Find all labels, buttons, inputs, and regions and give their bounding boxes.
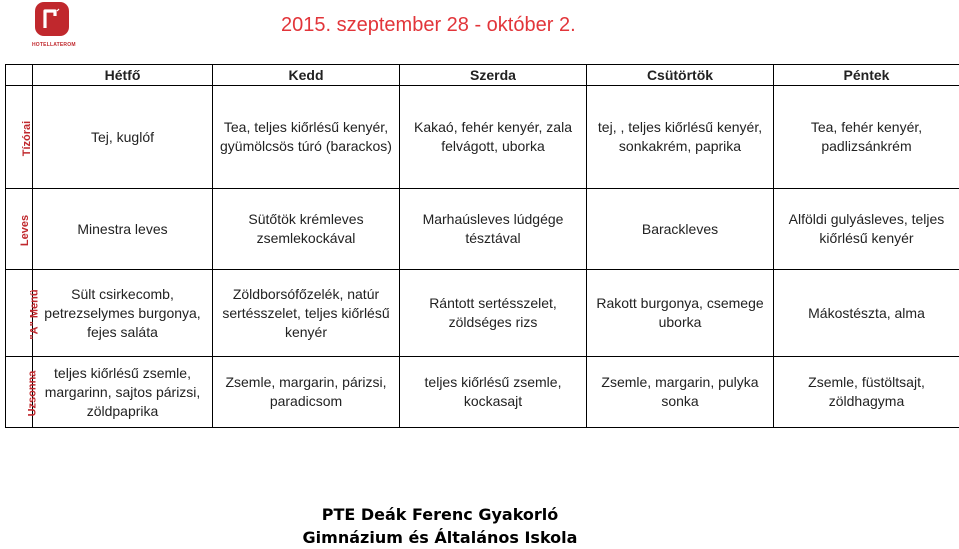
menu-cell: Marhaúsleves lúdgége tésztával [400,189,587,270]
day-header: Csütörtök [587,65,774,86]
menu-cell: teljes kiőrlésű zsemle, margarinn, sajtos párizsi, zöldpaprika [33,357,213,428]
day-header: Hétfő [33,65,213,86]
meal-label: Uzsonna [26,370,39,416]
meal-label-cell [6,189,33,270]
hotel-logo [32,2,76,50]
menu-cell: Zsemle, füstöltsajt, zöldhagyma [774,357,959,428]
weekly-menu-table [5,64,959,428]
menu-cell: Zsemle, margarin, pulyka sonka [587,357,774,428]
menu-cell: teljes kiőrlésű zsemle, kockasajt [400,357,587,428]
week-title: 2015. szeptember 28 - október 2. [281,14,576,36]
meal-label: Tízórai [21,120,34,156]
day-header: Szerda [400,65,587,86]
school-name-line2: Gimnázium és Általános Iskola [302,528,578,547]
table-row [6,357,959,428]
menu-cell: Sütőtök krémleves zsemlekockával [213,189,400,270]
menu-cell: Zsemle, margarin, párizsi, paradicsom [213,357,400,428]
menu-cell: Sült csirkecomb, petrezselymes burgonya, fejes saláta [33,270,213,357]
menu-cell: tej, , teljes kiőrlésű kenyér, sonkakrém, paprika [587,86,774,189]
table-row [6,189,959,270]
menu-cell: Tej, kuglóf [33,86,213,189]
table-row [6,270,959,357]
menu-cell: Tea, teljes kiőrlésű kenyér, gyümölcsös túró (barackos) [213,86,400,189]
day-header-row [6,65,959,86]
logo-wordmark: HOTELLATEROM [32,42,76,48]
meal-label-cell [6,357,39,428]
meal-label-cell [6,270,41,357]
day-header: Kedd [213,65,400,86]
header-corner [6,65,33,86]
meal-label-cell [6,86,33,189]
menu-cell: Rakott burgonya, csemege uborka [587,270,774,357]
menu-cell: Rántott sertésszelet, zöldséges rizs [400,270,587,357]
logo-mark-icon [42,8,62,30]
meal-label: Leves [19,214,32,246]
day-header: Péntek [774,65,959,86]
menu-cell: Zöldborsófőzelék, natúr sertésszelet, teljes kiőrlésű kenyér [213,270,400,357]
menu-cell: Mákostészta, alma [774,270,959,357]
menu-cell: Barackleves [587,189,774,270]
table-row [6,86,959,189]
meal-label: "A" Menü [28,288,41,340]
menu-cell: Tea, fehér kenyér, padlizsánkrém [774,86,959,189]
menu-cell: Alföldi gulyásleves, teljes kiőrlésű kenyér [774,189,959,270]
school-name-line1: PTE Deák Ferenc Gyakorló [321,505,559,524]
menu-cell: Minestra leves [33,189,213,270]
menu-cell: Kakaó, fehér kenyér, zala felvágott, uborka [400,86,587,189]
hotel-logo-icon [35,2,69,36]
